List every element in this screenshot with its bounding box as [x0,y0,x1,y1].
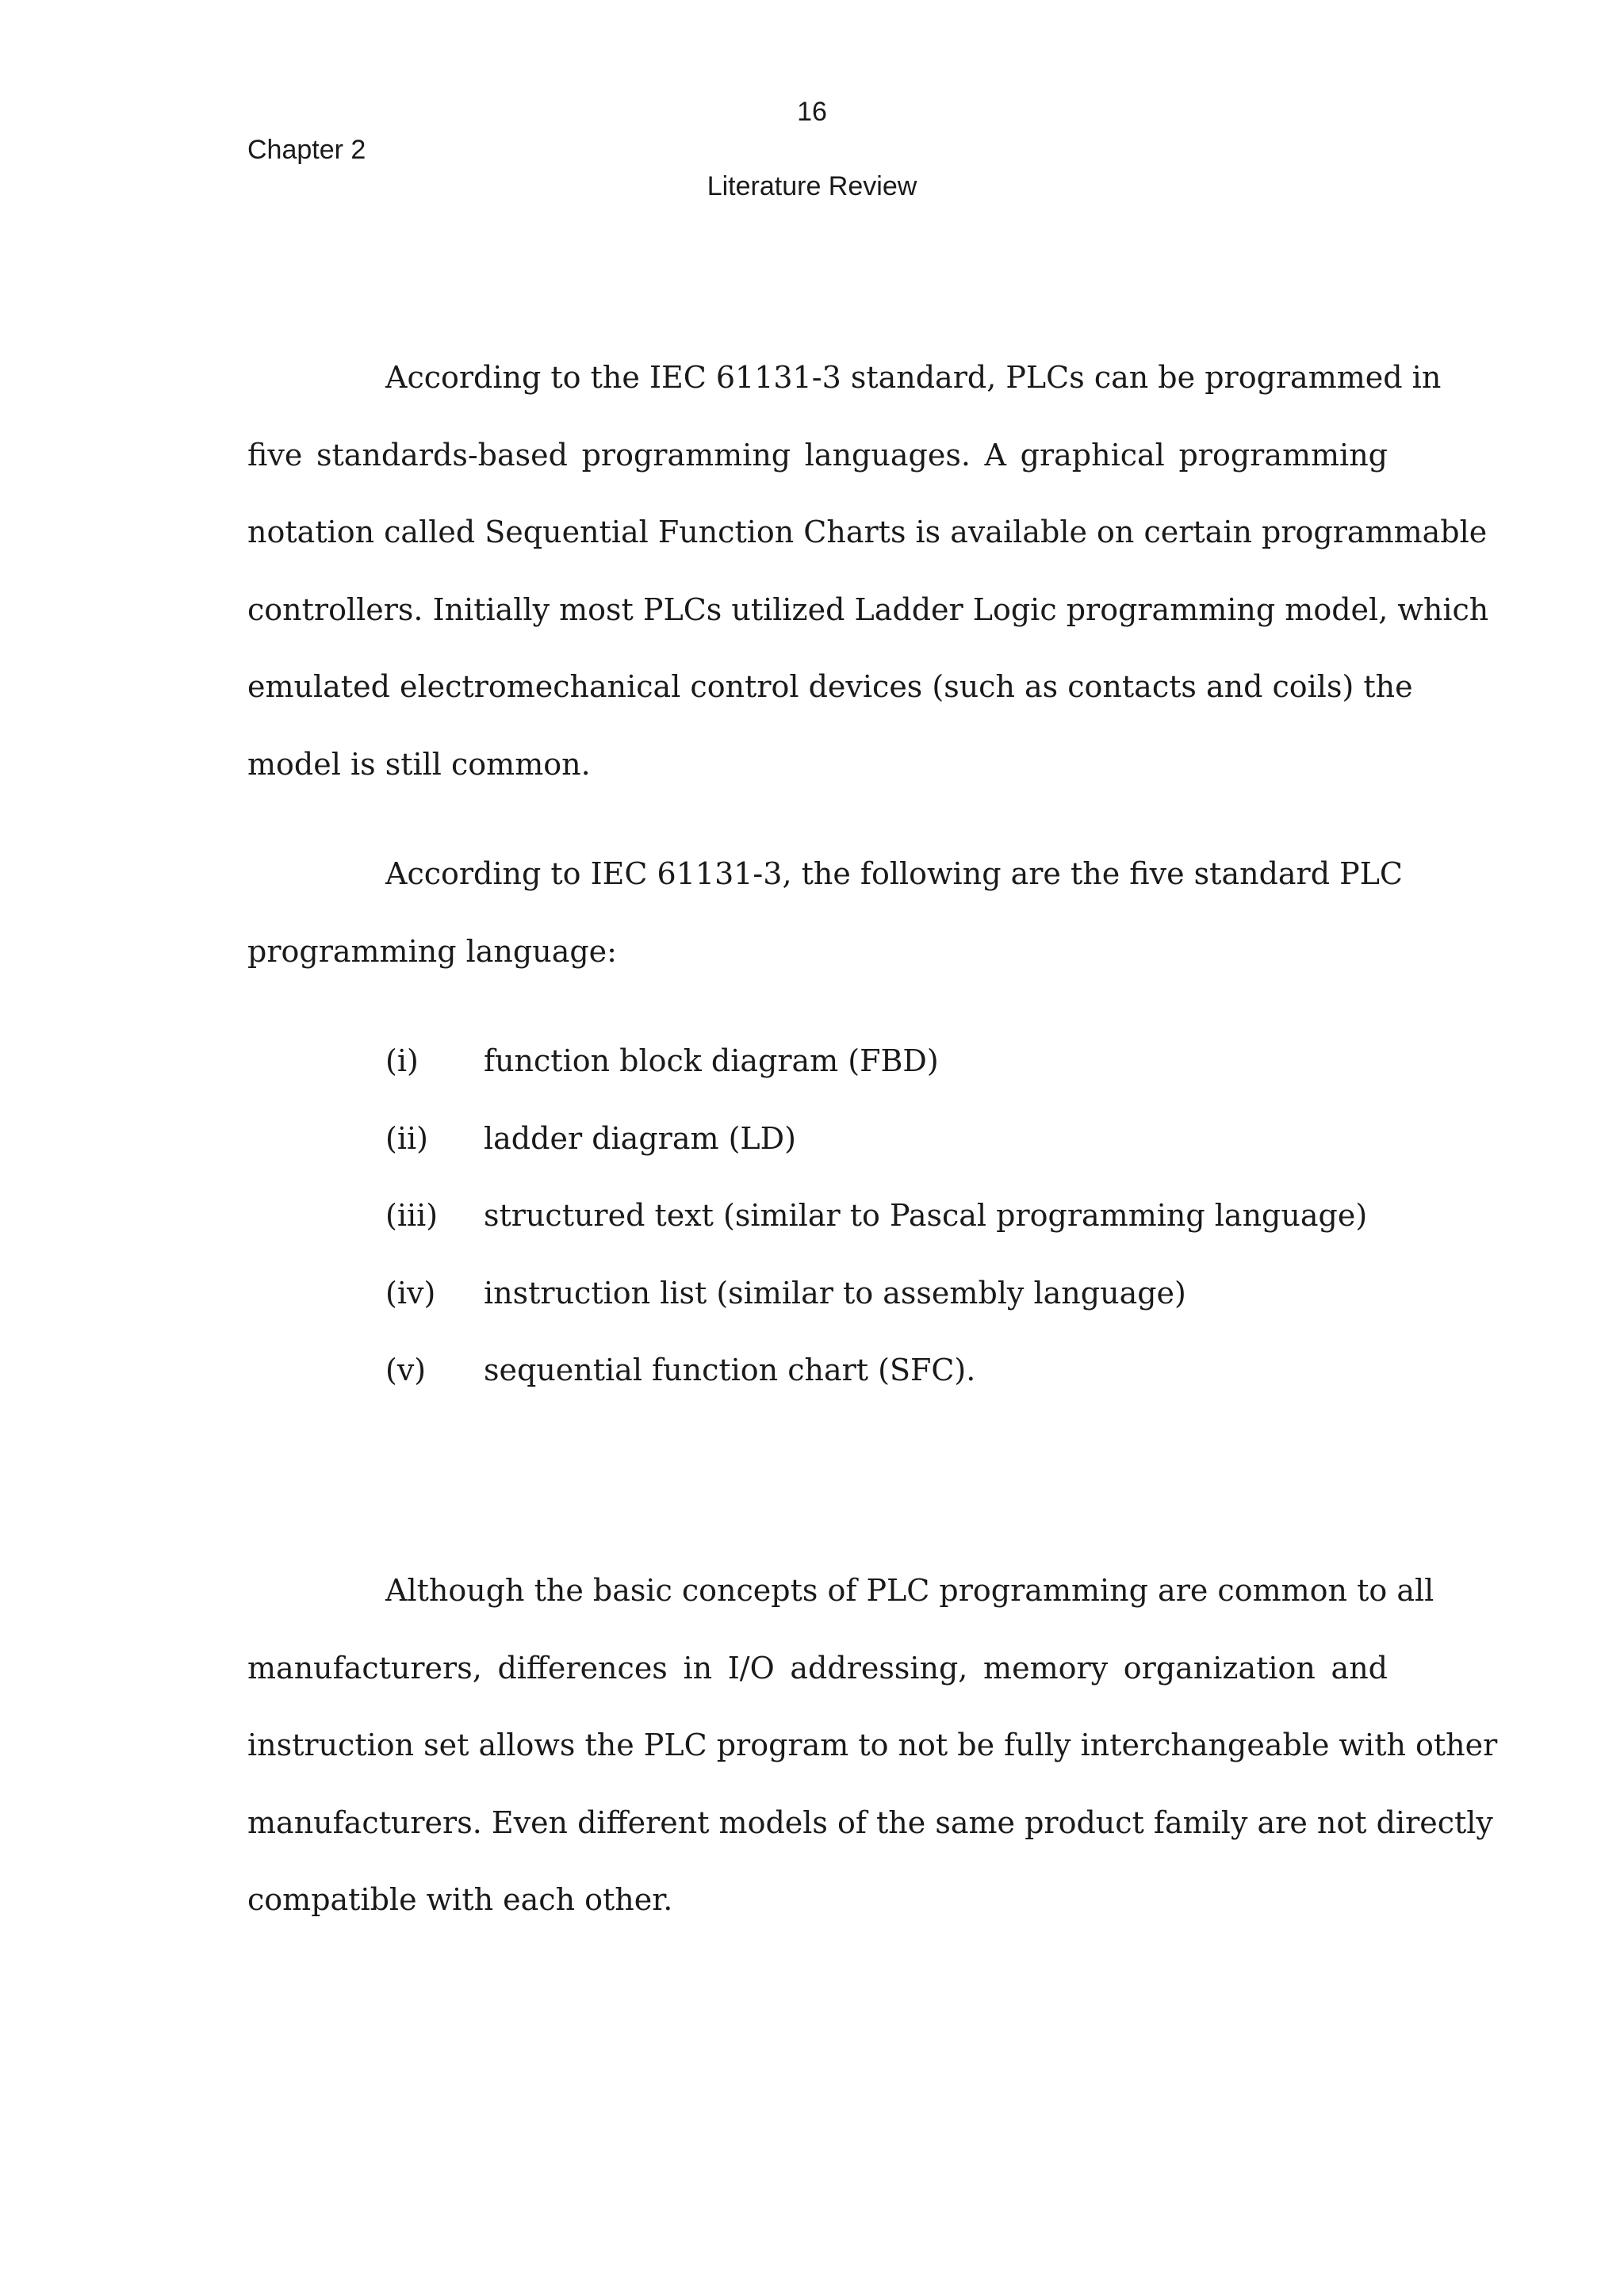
paragraph-line: According to the IEC 61131-3 standard, PLCs can be programmed in [385,360,1442,395]
list-item-text: structured text (similar to Pascal programming language) [484,1198,1368,1234]
language-list [385,1023,1367,1410]
paragraph-1 [247,339,1489,804]
list-item [385,1177,1367,1255]
paragraph-2 [247,836,1404,990]
paragraph-line: manufacturers. Even different models of the same product family are not directly [247,1804,1493,1840]
paragraph-line: controllers. Initially most PLCs utilized Ladder Logic programming model, which [247,591,1489,627]
paragraph-line: five standards-based programming languages. A graphical programming [247,437,1388,473]
paragraph-3 [247,1552,1498,1939]
list-item [385,1023,1367,1100]
section-title: Literature Review [707,171,917,201]
paragraph-line: Although the basic concepts of PLC programming are common to all [385,1573,1434,1608]
list-item [385,1255,1367,1333]
page-number: 16 [797,97,827,127]
paragraph-line: manufacturers, differences in I/O addressing, memory organization and [247,1650,1388,1686]
paragraph-line: notation called Sequential Function Charts is available on certain programmable [247,515,1488,550]
list-item-text: instruction list (similar to assembly language) [484,1275,1186,1311]
paragraph-line: compatible with each other. [247,1882,673,1918]
paragraph-line: emulated electromechanical control devices (such as contacts and coils) the [247,669,1413,705]
paragraph-line: According to IEC 61131-3, the following are the five standard PLC [385,856,1404,891]
paragraph-line: programming language: [247,933,617,969]
list-marker: (iii) [385,1198,439,1234]
list-marker: (ii) [385,1120,428,1156]
chapter-label: Chapter 2 [247,135,366,165]
list-marker: (iv) [385,1275,436,1311]
list-item [385,1332,1367,1410]
list-marker: (v) [385,1353,427,1388]
list-item-text: ladder diagram (LD) [484,1120,796,1156]
list-marker: (i) [385,1043,419,1078]
paragraph-line: model is still common. [247,746,591,782]
list-item [385,1100,1367,1178]
list-item-text: sequential function chart (SFC). [484,1353,976,1388]
list-item-text: function block diagram (FBD) [484,1043,939,1078]
paragraph-line: instruction set allows the PLC program to not be fully interchangeable with other [247,1728,1498,1763]
